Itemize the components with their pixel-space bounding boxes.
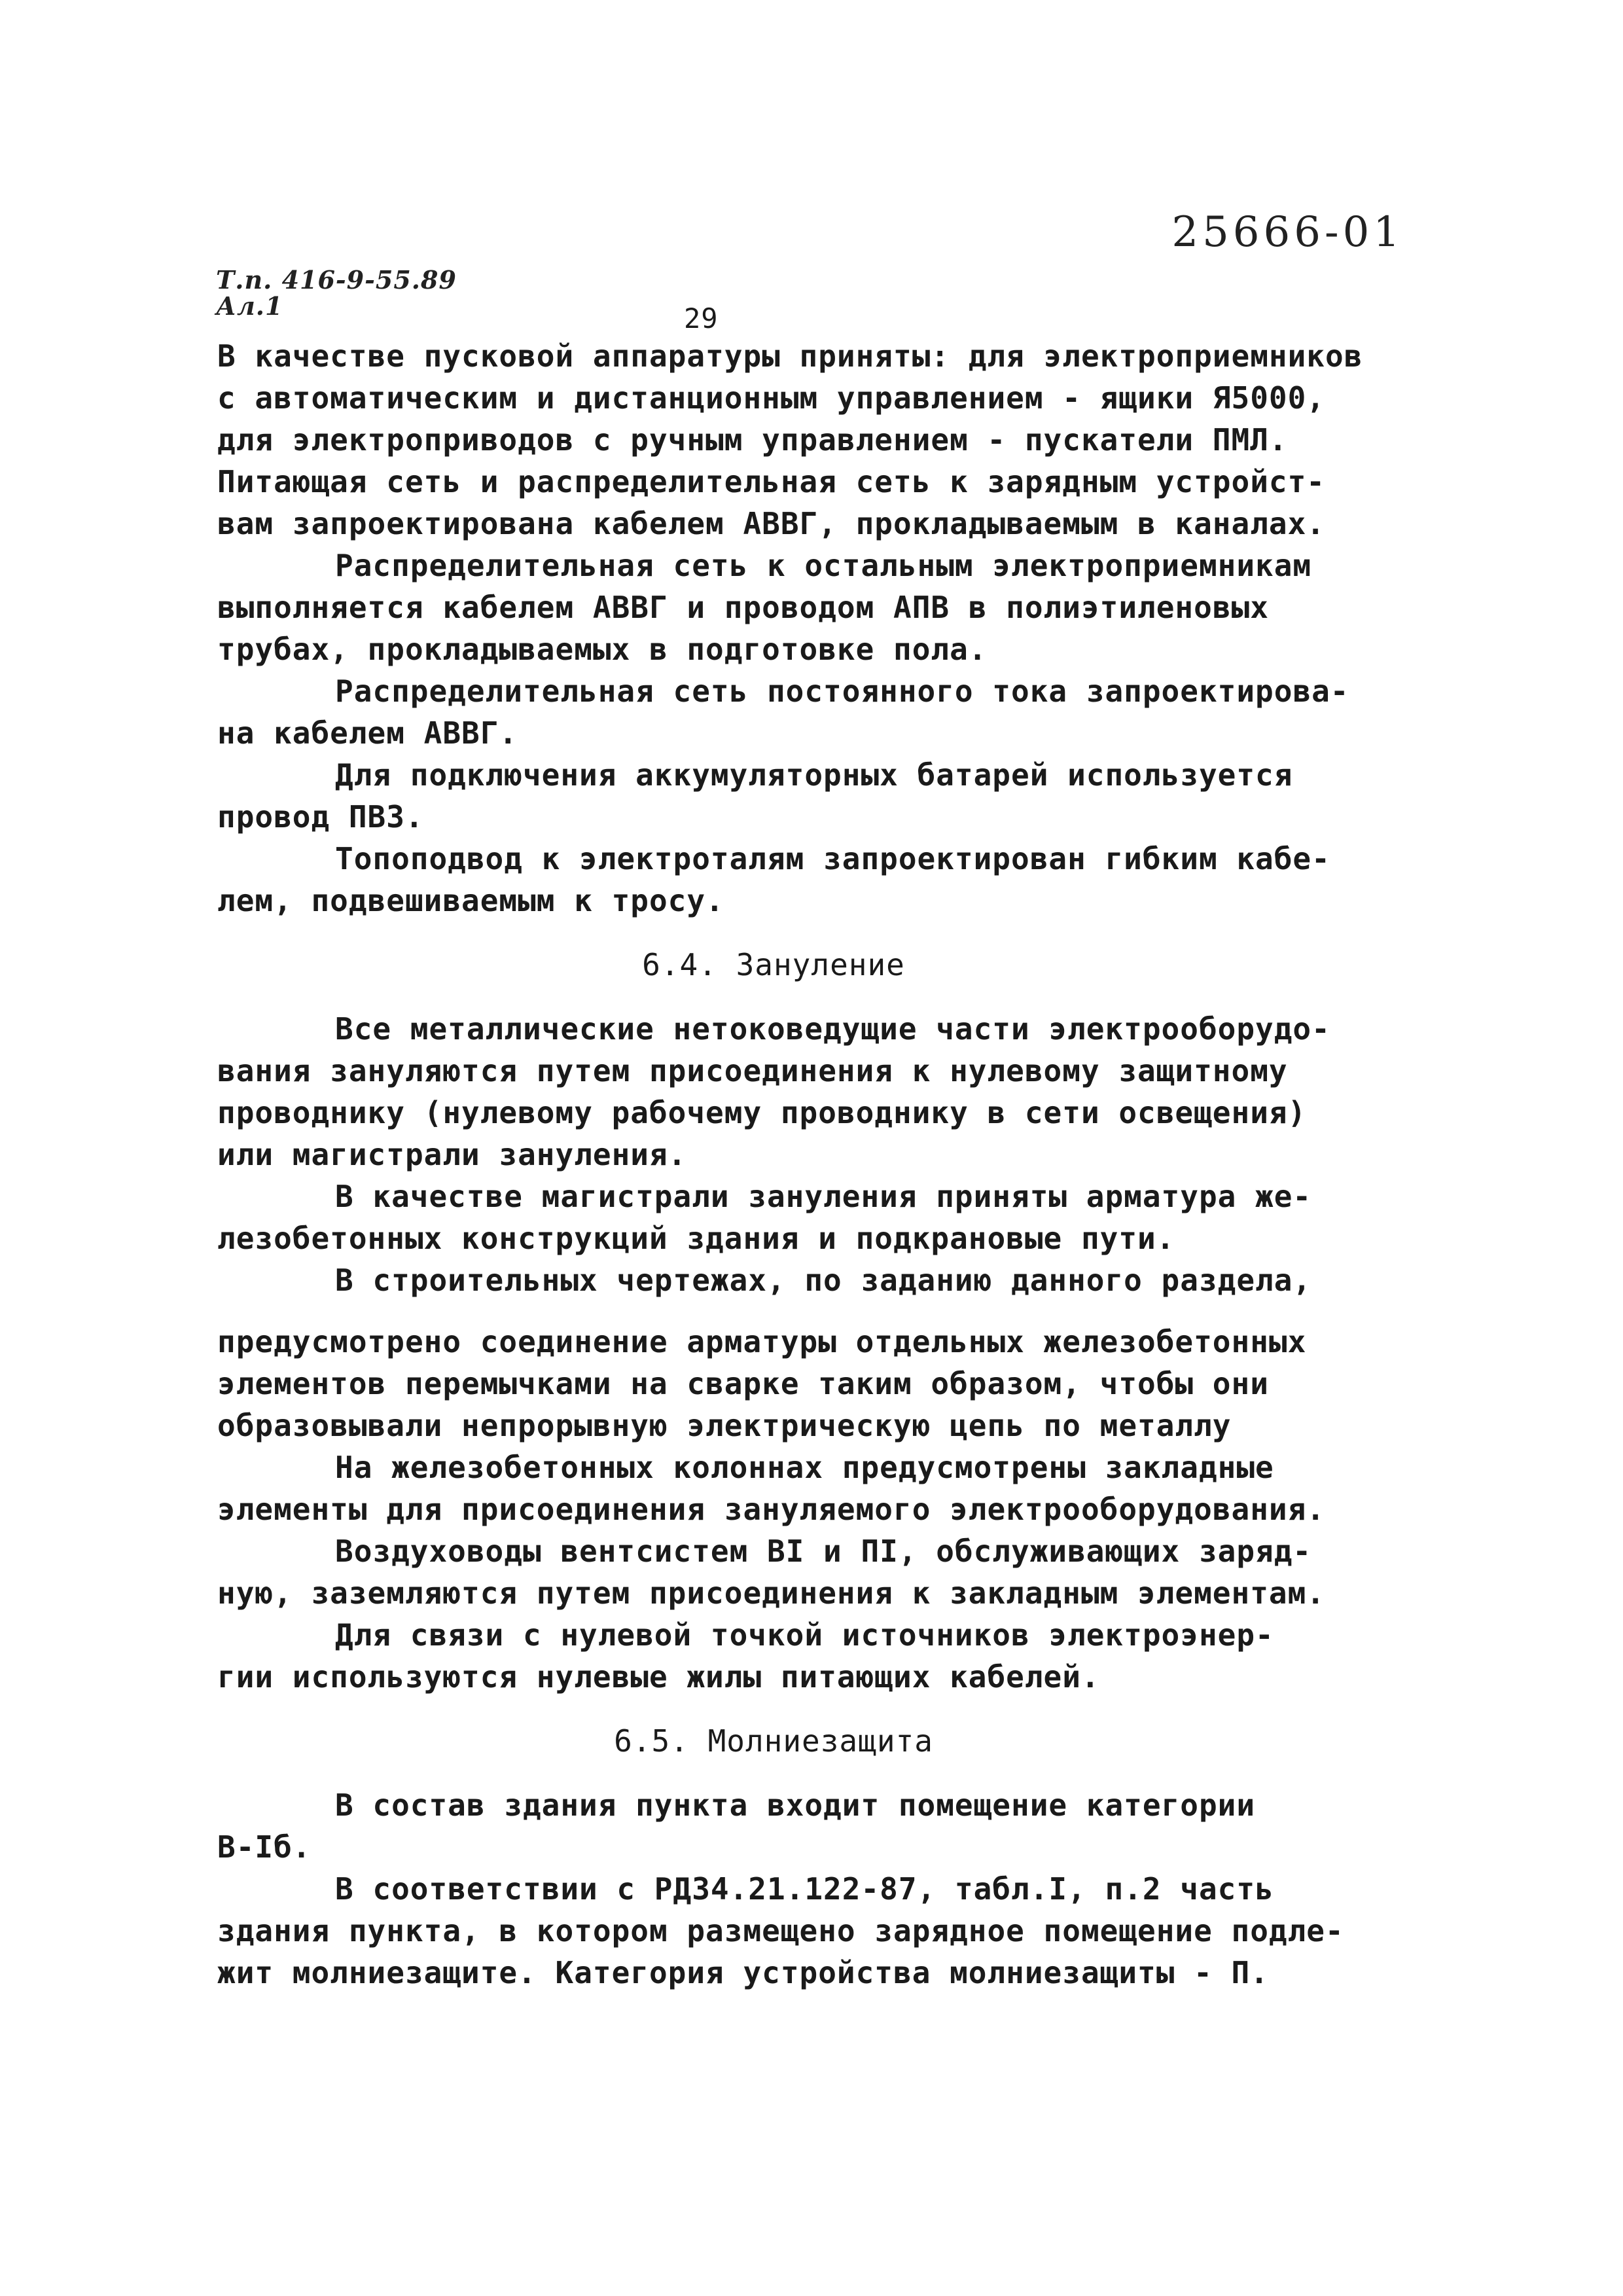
text-line: В состав здания пункта входит помещение категории (335, 1787, 1256, 1823)
text-line: с автоматическим и дистанционным управлением - ящики Я5000, (217, 380, 1325, 416)
text-line: элементов перемычками на сварке таким образом, чтобы они (217, 1366, 1269, 1401)
text-line: трубах, прокладываемых в подготовке пола. (217, 632, 988, 667)
paragraph-building-category (217, 1784, 1330, 1868)
text-line: В качестве магистрали зануления приняты арматура же- (335, 1179, 1312, 1214)
paragraph-columns (217, 1446, 1330, 1530)
text-line: Для подключения аккумуляторных батарей используется (335, 757, 1293, 793)
text-line: В строительных чертежах, по заданию данного раздела, (335, 1263, 1312, 1298)
paragraph-hoists (217, 838, 1330, 922)
text-line: В соответствии с РД34.21.122-87, табл.I, п.2 часть (335, 1871, 1274, 1907)
section-heading-lightning-protection: 6.5. Молниезащита (614, 1723, 933, 1759)
text-line: образовывали непрорывную электрическую цепь по металлу (217, 1408, 1232, 1443)
document-body (217, 335, 1363, 1994)
paragraph-construction-drawings (217, 1259, 1330, 1446)
document-number: 25666-01 (1171, 208, 1404, 257)
page-number: 29 (684, 302, 719, 334)
text-line: гии используются нулевые жилы питающих кабелей. (217, 1659, 1100, 1695)
text-line: выполняется кабелем АВВГ и проводом АПВ в полиэтиленовых (217, 590, 1269, 625)
paragraph-batteries (217, 754, 1330, 838)
text-line: или магистрали зануления. (217, 1137, 687, 1172)
text-line: Распределительная сеть постоянного тока запроектирова- (335, 673, 1349, 709)
paragraph-dc-network (217, 670, 1349, 754)
paragraph-protection-category (217, 1868, 1344, 1994)
text-line: В-Iб. (217, 1829, 312, 1865)
text-line: для электроприводов с ручным управлением - пускатели ПМЛ. (217, 422, 1288, 457)
text-line: провод ПВЗ. (217, 799, 424, 834)
text-line: вания зануляются путем присоединения к нулевому защитному (217, 1053, 1288, 1088)
text-line: Для связи с нулевой точкой источников электроэнер- (335, 1617, 1274, 1653)
paragraph-air-ducts (217, 1530, 1330, 1614)
text-line: проводнику (нулевому рабочему проводнику в сети освещения) (217, 1095, 1307, 1130)
text-line: ную, заземляются путем присоединения к закладным элементам. (217, 1575, 1325, 1611)
text-line: лезобетонных конструкций здания и подкрановые пути. (217, 1221, 1175, 1256)
text-line: Питающая сеть и распределительная сеть к зарядным устройст- (217, 464, 1325, 499)
text-line: вам запроектирована кабелем АВВГ, прокладываемым в каналах. (217, 506, 1325, 541)
text-line: Распределительная сеть к остальным электроприемникам (335, 548, 1312, 583)
paragraph-distribution-network (217, 545, 1330, 670)
text-line: Воздуховоды вентсистем ВI и ПI, обслуживающих заряд- (335, 1534, 1312, 1569)
text-line: В качестве пусковой аппаратуры приняты: для электроприемников (217, 338, 1363, 374)
text-line: здания пункта, в котором размещено зарядное помещение подле- (217, 1913, 1344, 1948)
paragraph-grounding-trunk (217, 1175, 1330, 1259)
section-heading-grounding: 6.4. Зануление (642, 947, 905, 982)
text-line: Топоподвод к электроталям запроектирован гибким кабе- (335, 841, 1330, 876)
paragraph-neutral-point (217, 1614, 1330, 1698)
text-line: лем, подвешиваемым к тросу. (217, 883, 724, 918)
paragraph-grounding-parts (217, 1008, 1330, 1175)
project-code: Т.п. 416-9-55.89 (216, 265, 457, 295)
text-line: жит молниезащите. Категория устройства молниезащиты - П. (217, 1955, 1269, 1990)
text-line: Все металлические нетоковедущие части электрооборудо- (335, 1011, 1330, 1047)
sheet-label: Ал.1 (216, 291, 283, 321)
project-code-stamp (216, 267, 457, 319)
text-line: предусмотрено соединение арматуры отдельных железобетонных (217, 1324, 1307, 1359)
text-line: на кабелем АВВГ. (217, 715, 518, 751)
text-line: На железобетонных колоннах предусмотрены закладные (335, 1450, 1274, 1485)
paragraph-launch-equipment (217, 335, 1363, 545)
text-line: элементы для присоединения зануляемого электрооборудования. (217, 1492, 1325, 1527)
